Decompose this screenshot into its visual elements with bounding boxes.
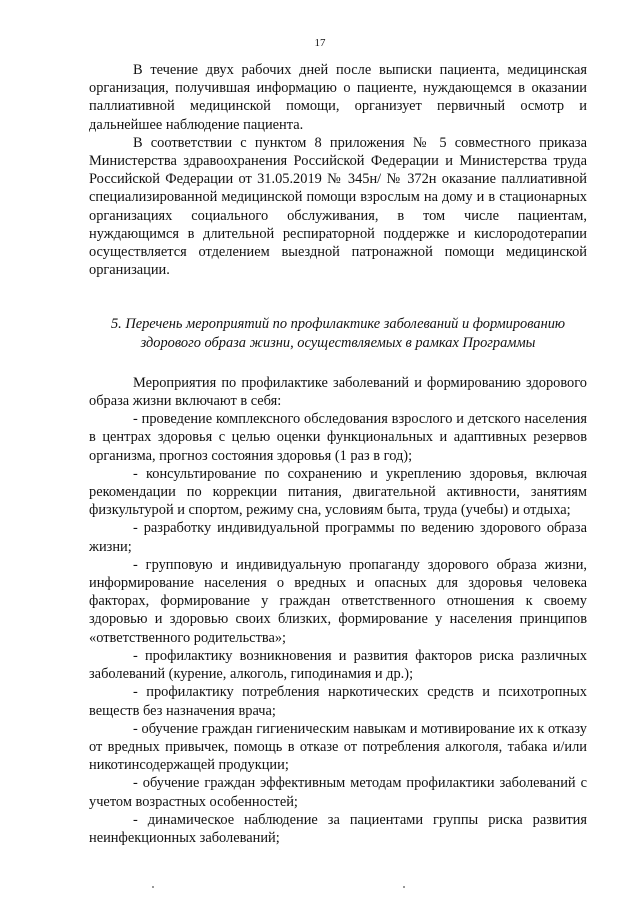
paragraph-joint-order: В соответствии с пунктом 8 приложения № 5 совместного приказа Министерства здравоохранения Российской Федерации и Министерства труда Российской Федерации от 31.05.2019 № 345н/ № 372н оказание паллиативной специализированной медицинской помощи взрослым на дому и в стационарных организациях социального обслуживания, в том числе пациентам, нуждающимся в длительной респираторной поддержке и кислородотерапии осуществляется отделением выездной патронажной помощи медицинской организации.: [89, 134, 587, 279]
scan-speck: [403, 886, 405, 888]
scan-speck: [152, 886, 154, 888]
spacer: [89, 279, 587, 301]
document-body: [89, 61, 587, 847]
paragraph-measures-intro: Мероприятия по профилактике заболеваний и формированию здорового образа жизни включают в себя:: [89, 374, 587, 410]
paragraph-discharge-followup: В течение двух рабочих дней после выписки пациента, медицинская организация, получившая информацию о пациенте, нуждающемся в оказании паллиативной медицинской помощи, организует первичный осмотр и дальнейшее наблюдение пациента.: [89, 62, 587, 133]
list-item: - обучение граждан эффективным методам профилактики заболеваний с учетом возрастных особенностей;: [89, 775, 587, 810]
list-item: - профилактику потребления наркотических средств и психотропных веществ без назначения врача;: [89, 684, 587, 719]
section-heading: 5. Перечень мероприятий по профилактике заболеваний и формированию здорового образа жизни, осуществляемых в рамках Программы: [110, 316, 566, 351]
spacer: [89, 352, 587, 374]
list-item: - групповую и индивидуальную пропаганду здорового образа жизни, информирование населения о вредных и опасных для здоровья человека факторах, формирование у граждан ответственного отношения к своему здоровью и здоровью своих близких, формирование у населения принципов «ответственного родительства»;: [89, 556, 587, 646]
list-item: - профилактику возникновения и развития факторов риска различных заболеваний (курение, алкоголь, гиподинамия и др.);: [89, 647, 587, 683]
list-item: - динамическое наблюдение за пациентами группы риска развития неинфекционных заболеваний;: [89, 811, 587, 846]
list-item: - консультирование по сохранению и укреплению здоровья, включая рекомендации по коррекции питания, двигательной активности, занятиям физкультурой и спортом, режиму сна, условиям быта, труда (учебы) и отдыха;: [89, 465, 587, 519]
page-number: 17: [314, 37, 326, 49]
list-item: - проведение комплексного обследования взрослого и детского населения в центрах здоровья с целью оценки функциональных и адаптивных резервов организма, прогноз состояния здоровья (1 раз в год);: [89, 411, 587, 464]
list-item: - обучение граждан гигиеническим навыкам и мотивирование их к отказу от вредных привычек, помощь в отказе от потребления алкоголя, табака и/или никотинсодержащей продукции;: [89, 720, 587, 774]
list-item: - разработку индивидуальной программы по ведению здорового образа жизни;: [89, 520, 587, 555]
